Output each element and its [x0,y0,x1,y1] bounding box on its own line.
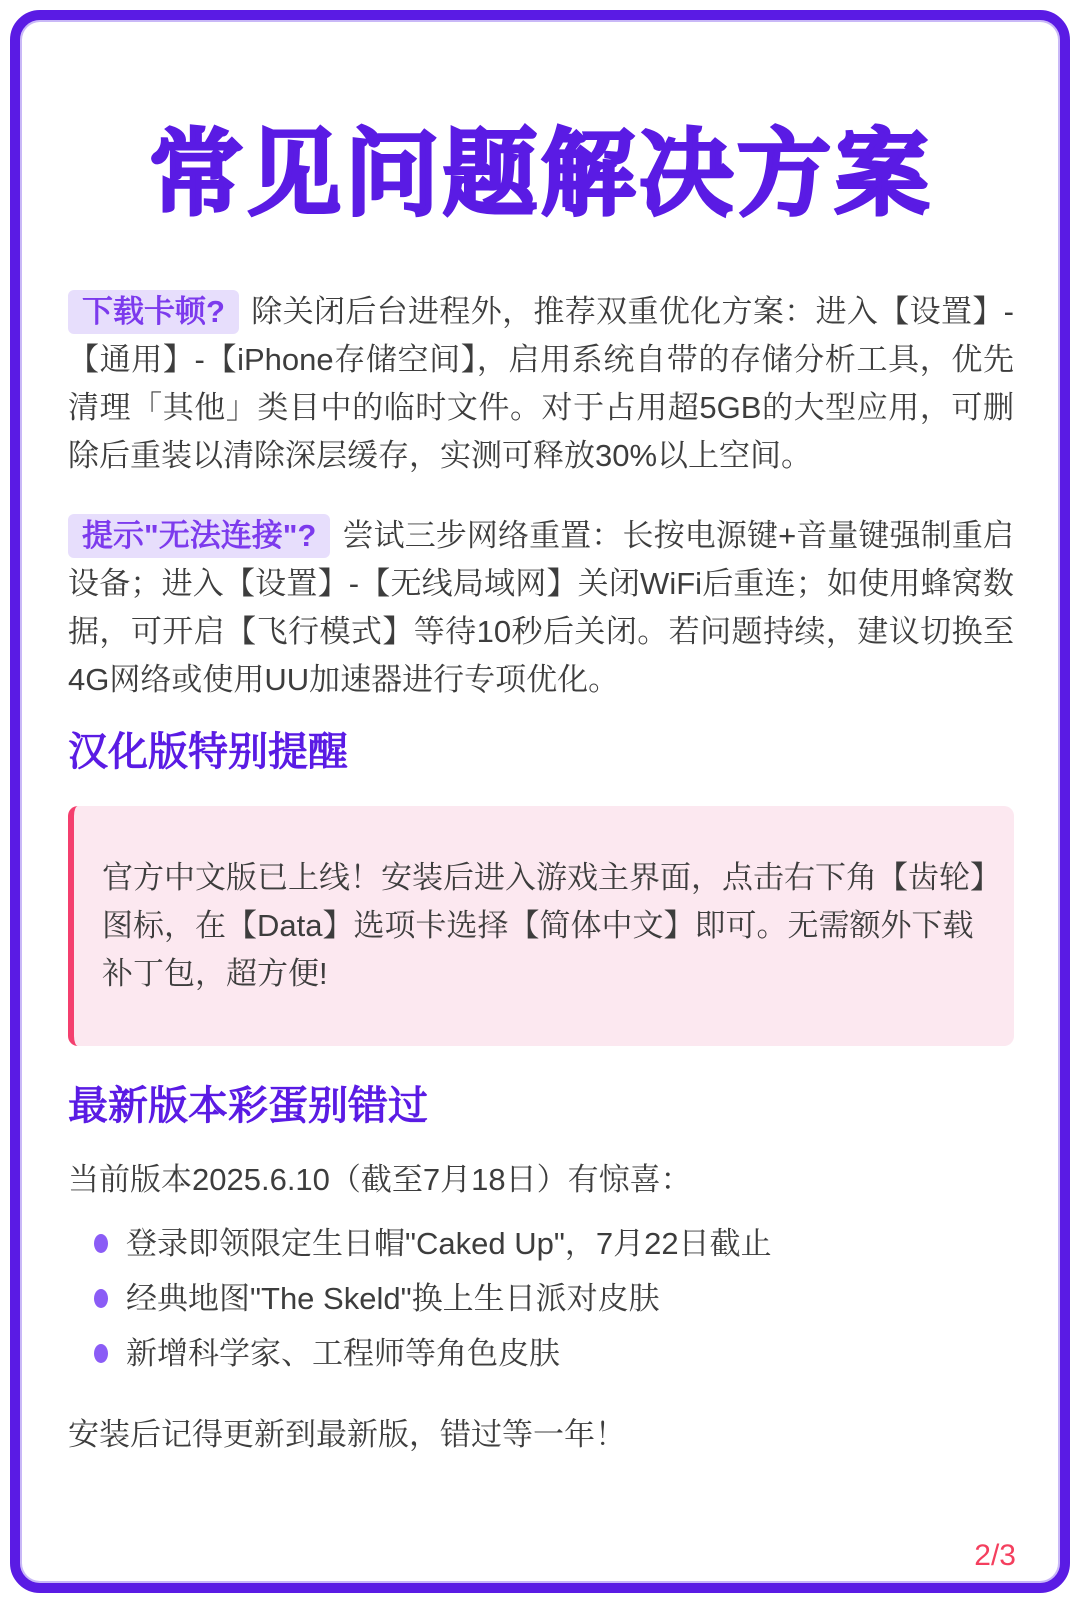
bullet-dot-icon [94,1234,108,1253]
easter-egg-list [68,1216,1014,1381]
page-title: 常见问题解决方案 [148,121,933,226]
section-heading-localization: 汉化版特别提醒 [68,730,348,774]
faq-tag-download-lag: 下载卡顿? [68,290,239,334]
list-item [68,1326,1014,1381]
localization-note-text: 官方中文版已上线！安装后进入游戏主界面，点击右下角【齿轮】图标，在【Data】选项卡选择【简体中文】即可。无需额外下载补丁包，超方便! [102,860,986,991]
bullet-dot-icon [94,1289,108,1308]
list-item-text: 经典地图"The Skeld"换上生日派对皮肤 [126,1281,660,1316]
list-item [68,1216,1014,1271]
page-indicator: 2/3 [974,1539,1016,1572]
list-item [68,1271,1014,1326]
page-content [68,0,1014,1459]
faq-tag-connection-error: 提示"无法连接"? [68,514,330,558]
list-item-text: 登录即领限定生日帽"Caked Up"，7月22日截止 [126,1226,772,1261]
bullet-dot-icon [94,1344,108,1363]
localization-note-box [68,806,1014,1046]
update-reminder-text: 安装后记得更新到最新版，错过等一年！ [68,1417,626,1452]
version-intro-text: 当前版本2025.6.10（截至7月18日）有惊喜： [68,1162,692,1197]
list-item-text: 新增科学家、工程师等角色皮肤 [126,1336,560,1371]
faq-text-connection-error: 尝试三步网络重置：长按电源键+音量键强制重启设备；进入【设置】-【无线局域网】关闭WiFi后重连；如使用蜂窝数据，可开启【飞行模式】等待10秒后关闭。若问题持续，建议切换至4G网络或使用UU加速器进行专项优化。 [68,518,1014,697]
faq-paragraph-download [68,288,1014,480]
faq-paragraph-connection [68,512,1014,704]
section-heading-easter-egg: 最新版本彩蛋别错过 [68,1084,428,1128]
faq-text-download-lag: 除关闭后台进程外，推荐双重优化方案：进入【设置】-【通用】-【iPhone存储空间】，启用系统自带的存储分析工具，优先清理「其他」类目中的临时文件。对于占用超5GB的大型应用，可删除后重装以清除深层缓存，实测可释放30%以上空间。 [68,294,1014,473]
